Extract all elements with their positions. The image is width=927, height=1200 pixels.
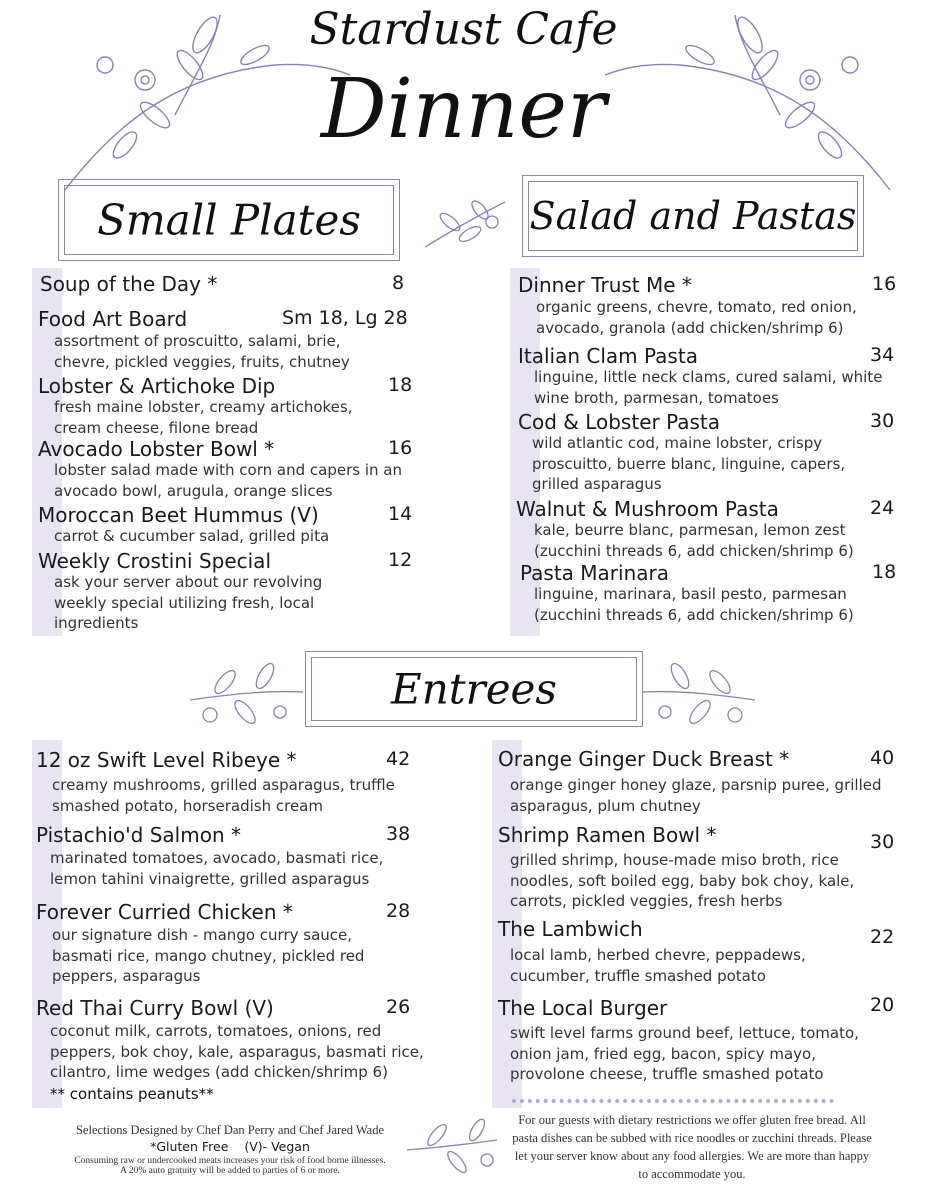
dietary-note: For our guests with dietary restrictions we offer gluten free bread. All pasta dishes can be subbed with rice noodles or zucchini threads. Please let your server know about any food allergies. We are more than happy to accommodate you. — [512, 1113, 872, 1181]
item-name: 12 oz Swift Level Ribeye * — [36, 748, 297, 772]
item-name: Dinner Trust Me * — [518, 273, 692, 297]
item-name: Avocado Lobster Bowl * — [38, 437, 275, 461]
dietary-legend: *Gluten Free (V)- Vegan — [150, 1139, 310, 1154]
allergy-note: ** contains peanuts** — [50, 1085, 214, 1103]
item-price: 34 — [870, 344, 895, 366]
item-name: Weekly Crostini Special — [38, 549, 271, 573]
item-description: local lamb, herbed chevre, peppadews, cucumber, truffle smashed potato — [510, 946, 806, 985]
item-description: creamy mushrooms, grilled asparagus, truffle smashed potato, horseradish cream — [52, 776, 395, 815]
item-name: The Local Burger — [498, 996, 668, 1020]
item-name: Cod & Lobster Pasta — [518, 410, 721, 434]
item-name: Italian Clam Pasta — [518, 344, 698, 368]
menu-title: Dinner — [320, 62, 607, 157]
footer-credits — [40, 1123, 420, 1176]
item-description: ask your server about our revolving weekly special utilizing fresh, local ingredients — [54, 573, 323, 632]
item-name: Soup of the Day * — [40, 272, 218, 296]
item-price: Sm 18, Lg 28 — [282, 307, 408, 329]
item-description: swift level farms ground beef, lettuce, tomato, onion jam, fried egg, bacon, spicy mayo, provolone cheese, truffle smashed potato — [510, 1024, 859, 1083]
item-name: Lobster & Artichoke Dip — [38, 374, 276, 398]
item-price: 42 — [386, 748, 411, 770]
item-name: Forever Curried Chicken * — [36, 900, 293, 924]
item-description: carrot & cucumber salad, grilled pita — [54, 527, 330, 545]
item-description: grilled shrimp, house-made miso broth, rice noodles, soft boiled egg, baby bok choy, kale, carrots, pickled veggies, fresh herbs — [510, 851, 855, 910]
entrees-header — [305, 651, 643, 727]
leaf-branch-entrees-right-icon — [640, 650, 760, 740]
item-name: Shrimp Ramen Bowl * — [498, 823, 717, 847]
item-name: Moroccan Beet Hummus (V) — [38, 503, 319, 527]
item-price: 18 — [872, 561, 897, 583]
salad-pastas-header — [522, 175, 864, 257]
item-price: 30 — [870, 410, 895, 432]
item-price: 22 — [870, 926, 895, 948]
item-description: wild atlantic cod, maine lobster, crispy proscuitto, buerre blanc, linguine, capers, grilled asparagus — [532, 434, 846, 493]
item-price: 40 — [870, 747, 895, 769]
item-price: 14 — [388, 503, 413, 525]
item-description: fresh maine lobster, creamy artichokes, cream cheese, filone bread — [54, 398, 353, 437]
small-plates-title: Small Plates — [97, 195, 361, 245]
item-price: 26 — [386, 996, 411, 1018]
item-name: Pistachio'd Salmon * — [36, 823, 241, 847]
item-name: Red Thai Curry Bowl (V) — [36, 996, 274, 1020]
item-description: coconut milk, carrots, tomatoes, onions, red peppers, bok choy, kale, asparagus, basmati rice, cilantro, lime wedges (add chicken/shrimp 6) — [50, 1022, 424, 1081]
item-description: assortment of proscuitto, salami, brie, chevre, pickled veggies, fruits, chutney — [54, 332, 350, 371]
item-price: 28 — [386, 900, 411, 922]
leaf-branch-entrees-left-icon — [185, 650, 305, 740]
item-price: 16 — [872, 273, 897, 295]
gratuity-note: A 20% auto gratuity will be added to parties of 6 or more. — [120, 1166, 340, 1176]
small-plates-header — [58, 179, 400, 261]
item-price: 38 — [386, 823, 411, 845]
item-description: lobster salad made with corn and capers in an avocado bowl, arugula, orange slices — [54, 461, 402, 500]
item-price: 18 — [388, 374, 413, 396]
item-price: 16 — [388, 437, 413, 459]
entrees-title: Entrees — [391, 664, 557, 714]
item-description: orange ginger honey glaze, parsnip puree, grilled asparagus, plum chutney — [510, 776, 882, 815]
item-description: organic greens, chevre, tomato, red onion, avocado, granola (add chicken/shrimp 6) — [536, 298, 857, 337]
chef-credit: Selections Designed by Chef Dan Perry and Chef Jared Wade — [75, 1123, 385, 1137]
item-description: linguine, little neck clams, cured salami, white wine broth, parmesan, tomatoes — [534, 368, 883, 407]
item-price: 12 — [388, 549, 413, 571]
item-price: 30 — [870, 831, 895, 853]
item-description: our signature dish - mango curry sauce, basmati rice, mango chutney, pickled red peppers, asparagus — [52, 926, 365, 985]
item-description: kale, beurre blanc, parmesan, lemon zest (zucchini threads 6, add chicken/shrimp 6) — [534, 521, 854, 560]
raw-warning: Consuming raw or undercooked meats increases your risk of food borne illnesses. — [74, 1156, 386, 1166]
item-name: The Lambwich — [498, 917, 643, 941]
item-description: linguine, marinara, basil pesto, parmesan (zucchini threads 6, add chicken/shrimp 6) — [534, 585, 854, 624]
item-name: Pasta Marinara — [520, 561, 669, 585]
leaf-sprig-center-icon — [420, 192, 510, 252]
item-description: marinated tomatoes, avocado, basmati rice, lemon tahini vinaigrette, grilled asparagus — [50, 849, 384, 888]
salad-pastas-title: Salad and Pastas — [529, 194, 857, 238]
item-name: Walnut & Mushroom Pasta — [516, 497, 779, 521]
item-price: 24 — [870, 497, 895, 519]
item-name: Orange Ginger Duck Breast * — [498, 747, 790, 771]
item-name: Food Art Board — [38, 307, 188, 331]
dotted-divider — [512, 1099, 834, 1103]
cafe-name: Stardust Cafe — [309, 4, 618, 55]
item-price: 20 — [870, 994, 895, 1016]
item-price: 8 — [392, 272, 405, 294]
